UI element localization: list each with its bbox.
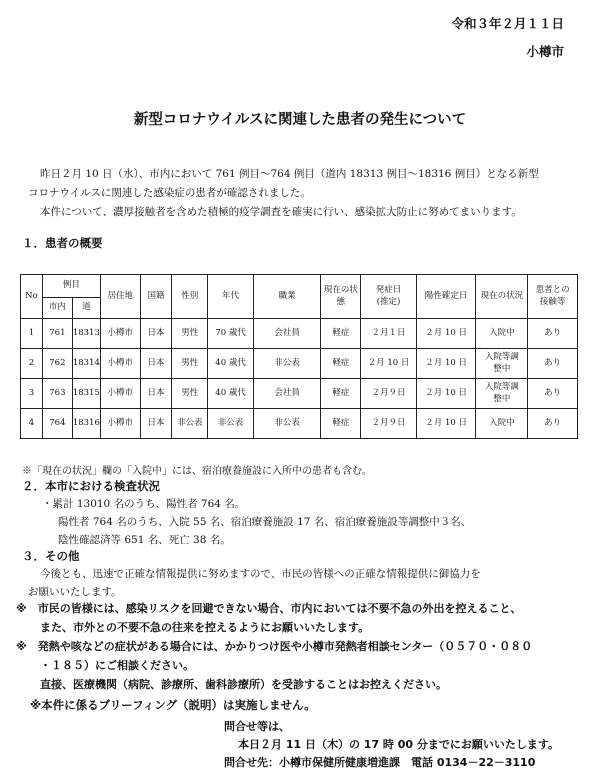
cell-nationality: 日本 xyxy=(140,319,172,349)
notice-2-line-1: ※ 発熱や咳などの症状がある場合には、かかりつけ医や小樽市発熱者相談センター（０５７０・０８０ xyxy=(16,640,533,653)
cell-occupation: 会社員 xyxy=(253,379,321,409)
notice-1-line-2: また、市外との不要不急の往来を控えるようにお願いいたします。 xyxy=(40,621,370,634)
cell-nationality: 日本 xyxy=(140,379,172,409)
cell-residence: 小樽市 xyxy=(100,409,140,439)
cell-hokkaido-case: 18313 xyxy=(72,319,100,349)
testing-line-3: 陰性確認済等 651 名、死亡 38 名。 xyxy=(58,534,231,546)
cell-onset: ２月１日 xyxy=(361,319,417,349)
cell-onset: ２月９日 xyxy=(361,379,417,409)
table-row xyxy=(21,349,578,379)
cell-sex: 男性 xyxy=(172,379,208,409)
cell-city-case: 763 xyxy=(42,379,72,409)
intro-line-3: 本件について、濃厚接触者を含めた積極的疫学調査を確実に行い、感染拡大防止に努めてまいります。 xyxy=(40,206,522,218)
header-onset-line2: (推定) xyxy=(376,296,401,307)
header-occupation: 職業 xyxy=(253,275,321,319)
header-onset xyxy=(361,275,417,319)
table-row xyxy=(21,409,578,439)
intro-line-1: 昨日２月 10 日（水）、市内において 761 例目～764 例目（道内 18313 例目～18316 例目）となる新型 xyxy=(40,168,539,180)
header-contact-line1: 患者との xyxy=(535,285,570,296)
header-case: 例目 xyxy=(42,275,100,298)
header-case-city: 市内 xyxy=(42,298,72,319)
cell-age: 40 歳代 xyxy=(208,379,254,409)
cell-occupation: 会社員 xyxy=(253,319,321,349)
cell-occupation: 非公表 xyxy=(253,409,321,439)
table-row xyxy=(21,319,578,349)
cell-confirmed: ２月 10 日 xyxy=(416,409,476,439)
notice-1-line-1: ※ 市民の皆様には、感染リスクを回避できない場合、市内においては不要不急の外出を控えること、 xyxy=(16,602,522,615)
cell-contact: あり xyxy=(528,349,578,379)
cell-status: 入院等調整中 xyxy=(476,379,528,409)
cell-contact: あり xyxy=(528,409,578,439)
table-row xyxy=(21,379,578,409)
cell-age: 40 歳代 xyxy=(208,349,254,379)
cell-sex: 男性 xyxy=(172,319,208,349)
cell-confirmed: ２月 10 日 xyxy=(416,349,476,379)
document-date: 令和３年２月１１日 xyxy=(451,16,564,31)
notice-2-line-3: 直接、医療機関（病院、診療所、歯科診療所）を受診することはお控えください。 xyxy=(40,678,447,691)
cell-onset: ２月 10 日 xyxy=(361,349,417,379)
header-status: 現在の状況 xyxy=(476,275,528,319)
section-2-heading: ２．本市における検査状況 xyxy=(22,479,160,493)
cell-confirmed: ２月 10 日 xyxy=(416,319,476,349)
cell-city-case: 762 xyxy=(42,349,72,379)
cell-no: 4 xyxy=(21,409,43,439)
cell-condition: 軽症 xyxy=(321,409,361,439)
other-line-1: 今後とも、迅速で正確な情報提供に努めますので、市民の皆様への正確な情報提供に御協力を xyxy=(40,568,481,580)
cell-hokkaido-case: 18316 xyxy=(72,409,100,439)
section-3-heading: ３．その他 xyxy=(22,549,80,563)
header-no: No xyxy=(21,275,43,319)
patient-table xyxy=(20,274,578,439)
cell-age: 70 歳代 xyxy=(208,319,254,349)
cell-condition: 軽症 xyxy=(321,319,361,349)
header-sex: 性別 xyxy=(172,275,208,319)
cell-age: 非公表 xyxy=(208,409,254,439)
cell-hokkaido-case: 18315 xyxy=(72,379,100,409)
cell-condition: 軽症 xyxy=(321,379,361,409)
header-residence: 居住地 xyxy=(100,275,140,319)
cell-city-case: 764 xyxy=(42,409,72,439)
testing-line-1: ・累計 13010 名のうち、陽性者 764 名。 xyxy=(42,498,246,510)
issuing-organization: 小樽市 xyxy=(526,44,564,59)
intro-line-2: コロナウイルスに関連した感染症の患者が確認されました。 xyxy=(28,187,311,199)
header-nationality: 国籍 xyxy=(140,275,172,319)
other-line-2: お願いいたします。 xyxy=(28,586,122,598)
notice-2-line-2: ・１８５）にご相談ください。 xyxy=(40,659,194,672)
cell-status: 入院等調整中 xyxy=(476,349,528,379)
table-footnote: ※「現在の状況」欄の「入院中」には、宿泊療養施設に入所中の患者も含む。 xyxy=(22,466,372,477)
cell-sex: 非公表 xyxy=(172,409,208,439)
cell-residence: 小樽市 xyxy=(100,379,140,409)
cell-residence: 小樽市 xyxy=(100,319,140,349)
header-condition: 現在の状態 xyxy=(321,275,361,319)
cell-city-case: 761 xyxy=(42,319,72,349)
contact-deadline: 本日２月 11 日（木）の 17 時 00 分までにお願いいたします。 xyxy=(238,738,560,751)
contact-details: 問合せ先：小樽市保健所健康増進課 電話 0134－22－3110 xyxy=(224,756,536,769)
header-confirmed: 陽性確定日 xyxy=(416,275,476,319)
cell-status: 入院中 xyxy=(476,319,528,349)
cell-contact: あり xyxy=(528,379,578,409)
cell-hokkaido-case: 18314 xyxy=(72,349,100,379)
header-contact-line2: 接触等 xyxy=(539,296,566,307)
header-age: 年代 xyxy=(208,275,254,319)
cell-no: 3 xyxy=(21,379,43,409)
page-title: 新型コロナウイルスに関連した患者の発生について xyxy=(133,112,467,128)
cell-onset: ２月９日 xyxy=(361,409,417,439)
cell-no: 1 xyxy=(21,319,43,349)
cell-sex: 男性 xyxy=(172,349,208,379)
cell-contact: あり xyxy=(528,319,578,349)
cell-confirmed: ２月 10 日 xyxy=(416,379,476,409)
cell-occupation: 非公表 xyxy=(253,349,321,379)
contact-intro: 問合せ等は、 xyxy=(224,720,290,733)
header-contact xyxy=(528,275,578,319)
header-case-hokkaido: 道 xyxy=(72,298,100,319)
cell-no: 2 xyxy=(21,349,43,379)
section-1-heading: １．患者の概要 xyxy=(22,236,103,250)
testing-line-2: 陽性者 764 名のうち、入院 55 名、宿泊療養施設 17 名、宿泊療養施設等調整中３名、 xyxy=(58,516,472,528)
cell-status: 入院中 xyxy=(476,409,528,439)
cell-nationality: 日本 xyxy=(140,409,172,439)
header-onset-line1: 発症日 xyxy=(375,285,402,296)
cell-residence: 小樽市 xyxy=(100,349,140,379)
cell-condition: 軽症 xyxy=(321,349,361,379)
cell-nationality: 日本 xyxy=(140,349,172,379)
briefing-notice: ※本件に係るブリーフィング（説明）は実施しません。 xyxy=(30,698,316,712)
